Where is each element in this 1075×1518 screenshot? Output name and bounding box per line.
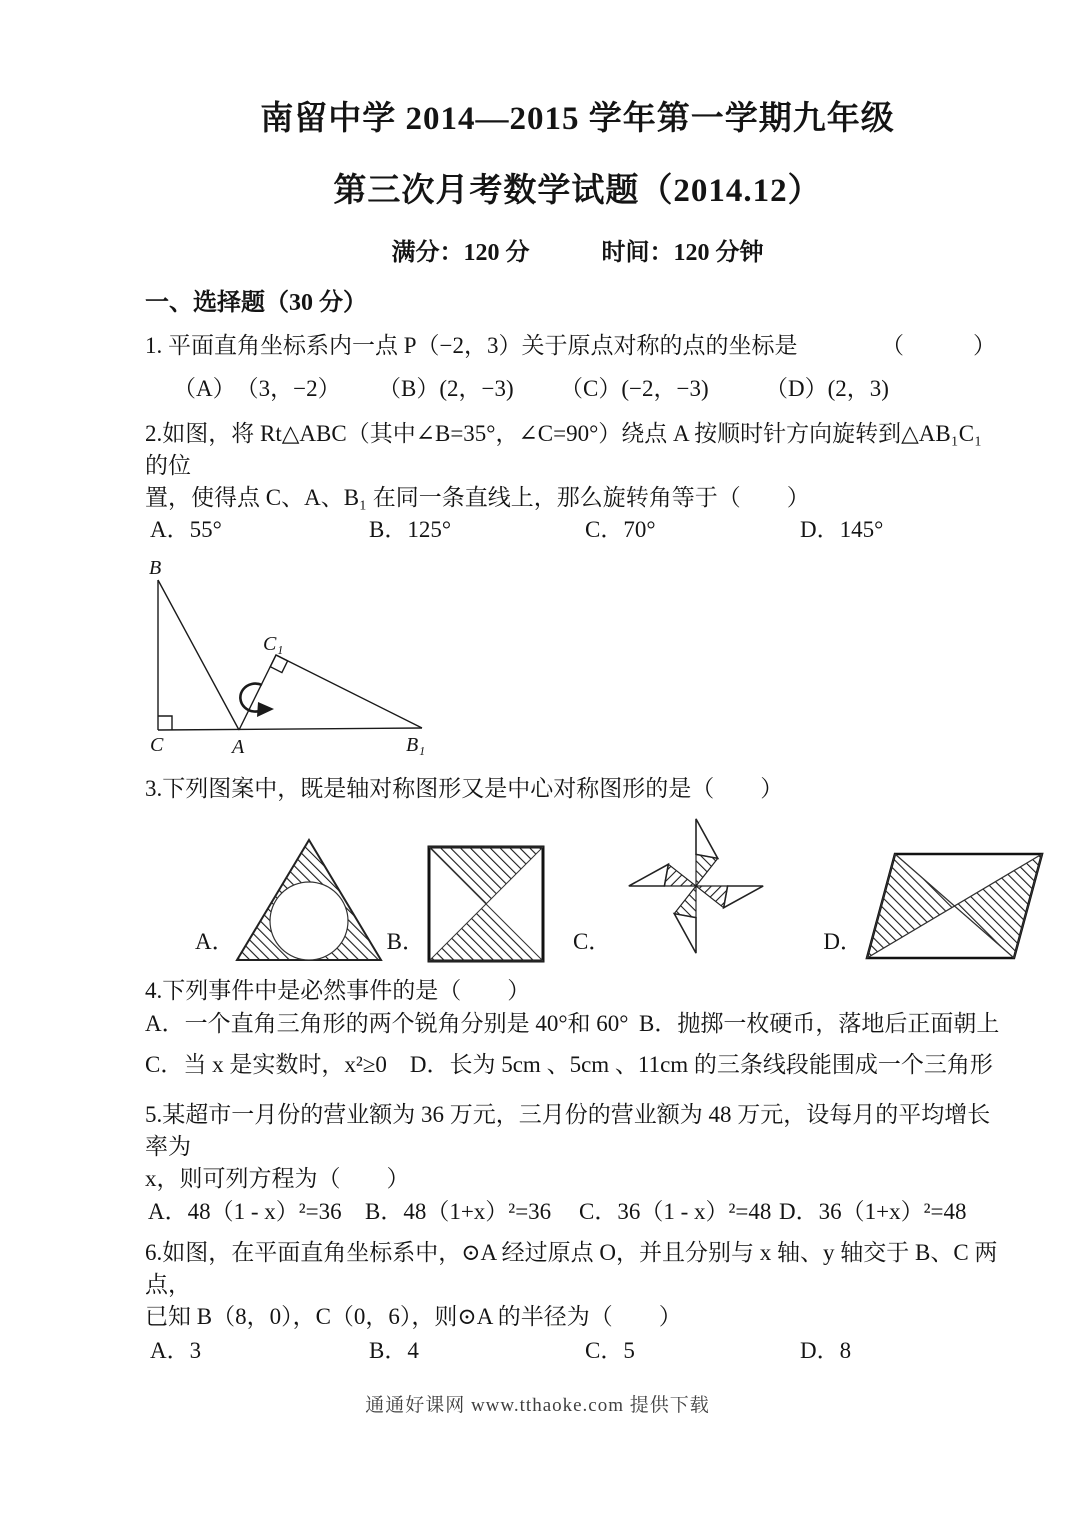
pinwheel-figure — [621, 807, 771, 965]
parallelogram-bowtie-figure — [865, 851, 1045, 961]
right-angle-mark-c1 — [270, 655, 287, 673]
option-a: A．48（1 - x）²=36 — [148, 1199, 342, 1224]
question-6-line2: 已知 B（8，0），C（0，6），则⊙A 的半径为（ ） — [145, 1304, 682, 1329]
option-d: D．145° — [800, 517, 884, 542]
option-b: （B）(2，−3) — [378, 376, 514, 401]
exam-info: 满分：120 分 时间：120 分钟 — [391, 240, 764, 266]
option-d: （D）(2，3) — [765, 376, 889, 401]
option-d: D．36（1+x）²=48 — [779, 1199, 967, 1224]
vertex-label-b1: B₁ — [406, 734, 426, 756]
option-c: （C）(−2，−3) — [560, 376, 709, 401]
rotation-triangle-figure — [145, 554, 445, 759]
option-c: C．70° — [585, 517, 656, 542]
page-title: 南留中学 2014—2015 学年第一学期九年级 — [260, 101, 895, 137]
square-bowtie-figure — [427, 845, 545, 963]
option-c: C．5 — [585, 1338, 635, 1363]
triangle-circle-figure — [235, 837, 383, 963]
option-c: C．36（1 - x）²=48 — [579, 1199, 772, 1224]
question-2-line1: 2.如图，将 Rt△ABC（其中∠B=35°，∠C=90°）绕点 A 按顺时针方向旋转到△AB₁C₁ 的位 — [145, 421, 983, 478]
question-2-line2: 置，使得点 C、A、B₁ 在同一条直线上，那么旋转角等于（ ） — [145, 485, 810, 510]
question-1-text: 1. 平面直角坐标系内一点 P（−2，3）关于原点对称的点的坐标是 — [145, 333, 798, 358]
question-1-options — [145, 373, 1010, 405]
option-d: D．8 — [800, 1338, 852, 1363]
option-a: A．55° — [150, 517, 222, 542]
download-source-footer: 通通好课网 www.tthaoke.com 提供下载 — [365, 1395, 710, 1416]
option-b: B．48（1+x）²=36 — [365, 1199, 552, 1224]
section-heading: 一、选择题（30 分） — [145, 290, 367, 316]
vertex-label-c1: C₁ — [263, 633, 284, 655]
question-6-line1: 6.如图，在平面直角坐标系中，⊙A 经过原点 O，并且分别与 x 轴、y 轴交于 B、C 两点， — [145, 1240, 998, 1297]
question-1 — [145, 330, 1010, 362]
question-5-options — [145, 1195, 1010, 1229]
question-4-text: 4.下列事件中是必然事件的是（ ） — [145, 978, 531, 1003]
option-a: （A） （3，−2） — [173, 376, 341, 401]
figure-a-label: A． — [195, 929, 235, 954]
option-b: B．125° — [369, 517, 452, 542]
question-4-options-ab — [145, 1007, 1010, 1041]
question-5-line1: 5.某超市一月份的营业额为 36 万元，三月份的营业额为 48 万元，设每月的平均增长率为 — [145, 1102, 991, 1159]
vertex-label-c: C — [150, 734, 164, 756]
question-3-figures — [145, 807, 1010, 967]
option-a: A．一个直角三角形的两个锐角分别是 40°和 60° — [145, 1011, 629, 1036]
question-3-text: 3.下列图案中，既是轴对称图形又是中心对称图形的是（ ） — [145, 776, 784, 801]
page-subtitle: 第三次月考数学试题（2014.12） — [333, 173, 822, 209]
figure-c-label: C． — [572, 929, 612, 954]
question-6-options — [145, 1335, 1010, 1367]
right-angle-mark-c — [158, 716, 172, 730]
option-b: B．抛掷一枚硬币，落地后正面朝上 — [639, 1011, 1000, 1036]
option-a: A．3 — [150, 1338, 202, 1363]
question-4-options-cd: C．当 x 是实数时，x²≥0 D．长为 5cm 、5cm 、11cm 的三条线段能围成一个三角形 — [145, 1052, 993, 1077]
figure-b-label: B． — [386, 929, 425, 954]
option-b: B．4 — [369, 1338, 419, 1363]
rotation-arrowhead-icon — [257, 702, 274, 717]
vertex-label-a: A — [232, 736, 245, 758]
question-1-answer-bracket: （ ） — [881, 333, 996, 358]
question-5-line2: x，则可列方程为（ ） — [145, 1166, 410, 1191]
vertex-label-b: B — [149, 557, 162, 579]
figure-d-label: D． — [823, 929, 863, 954]
question-2-options — [145, 514, 1010, 546]
